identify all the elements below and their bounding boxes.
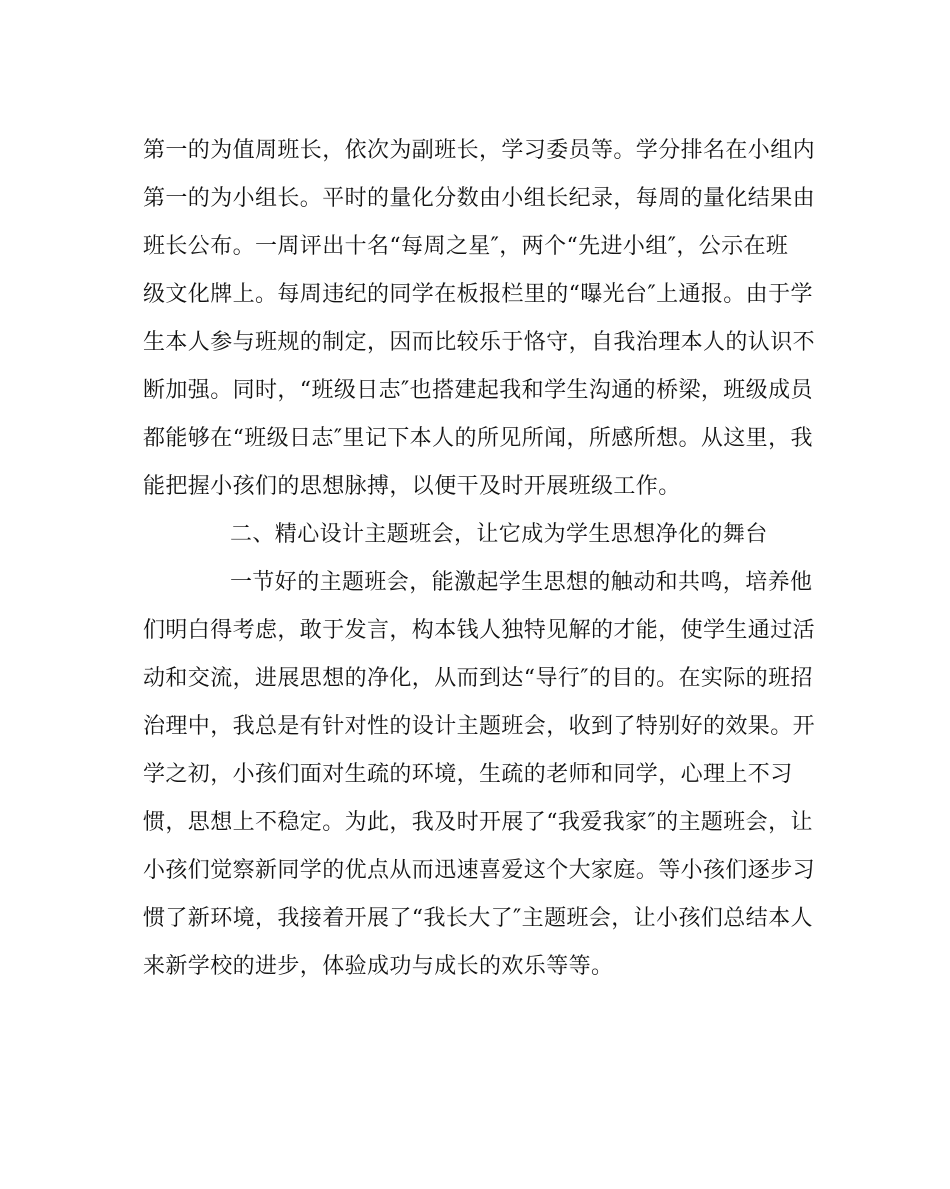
paragraph-1-line-8: 能把握小孩们的思想脉搏，以便干及时开展班级工作。 [143,474,681,499]
paragraph-2-line-1: 一节好的主题班会，能激起学生思想的触动和共鸣，培养他 [230,570,813,595]
paragraph-1-line-7: 都能够在“班级日志″里记下本人的所见所闻，所感所想。从这里，我 [143,426,813,451]
paragraph-1-line-2: 第一的为小组长。平时的量化分数由小组长纪录，每周的量化结果由 [143,186,816,211]
paragraph-1-line-1: 第一的为值周班长，依次为副班长，学习委员等。学分排名在小组内 [143,138,816,163]
paragraph-2-line-3: 动和交流，进展思想的净化，从而到达“导行″的目的。在实际的班招 [143,666,813,691]
section-heading: 二、精心设计主题班会，让它成为学生思想净化的舞台 [230,522,768,547]
paragraph-2-line-4: 治理中，我总是有针对性的设计主题班会，收到了特别好的效果。开 [143,714,816,739]
paragraph-1-line-3: 班长公布。一周评出十名“每周之星″，两个“先进小组″，公示在班 [143,234,789,259]
paragraph-2-line-9: 来新学校的进步，体验成功与成长的欢乐等等。 [143,954,614,979]
paragraph-2-line-5: 学之初，小孩们面对生疏的环境，生疏的老师和同学，心理上不习 [143,762,793,787]
paragraph-1-line-6: 断加强。同时，“班级日志″也搭建起我和学生沟通的桥梁，班级成员 [143,378,813,403]
paragraph-1-line-4: 级文化牌上。每周违纪的同学在板报栏里的“曝光台″上通报。由于学 [143,282,813,307]
paragraph-2-line-6: 惯，思想上不稳定。为此，我及时开展了“我爱我家″的主题班会，让 [143,810,813,835]
paragraph-2-line-8: 惯了新环境，我接着开展了“我长大了″主题班会，让小孩们总结本人 [143,906,813,931]
paragraph-2-line-2: 们明白得考虑，敢于发言，构本钱人独特见解的才能，使学生通过活 [143,618,816,643]
paragraph-1-line-5: 生本人参与班规的制定，因而比较乐于恪守，自我治理本人的认识不 [143,330,816,355]
paragraph-2-line-7: 小孩们觉察新同学的优点从而迅速喜爱这个大家庭。等小孩们逐步习 [143,858,816,883]
